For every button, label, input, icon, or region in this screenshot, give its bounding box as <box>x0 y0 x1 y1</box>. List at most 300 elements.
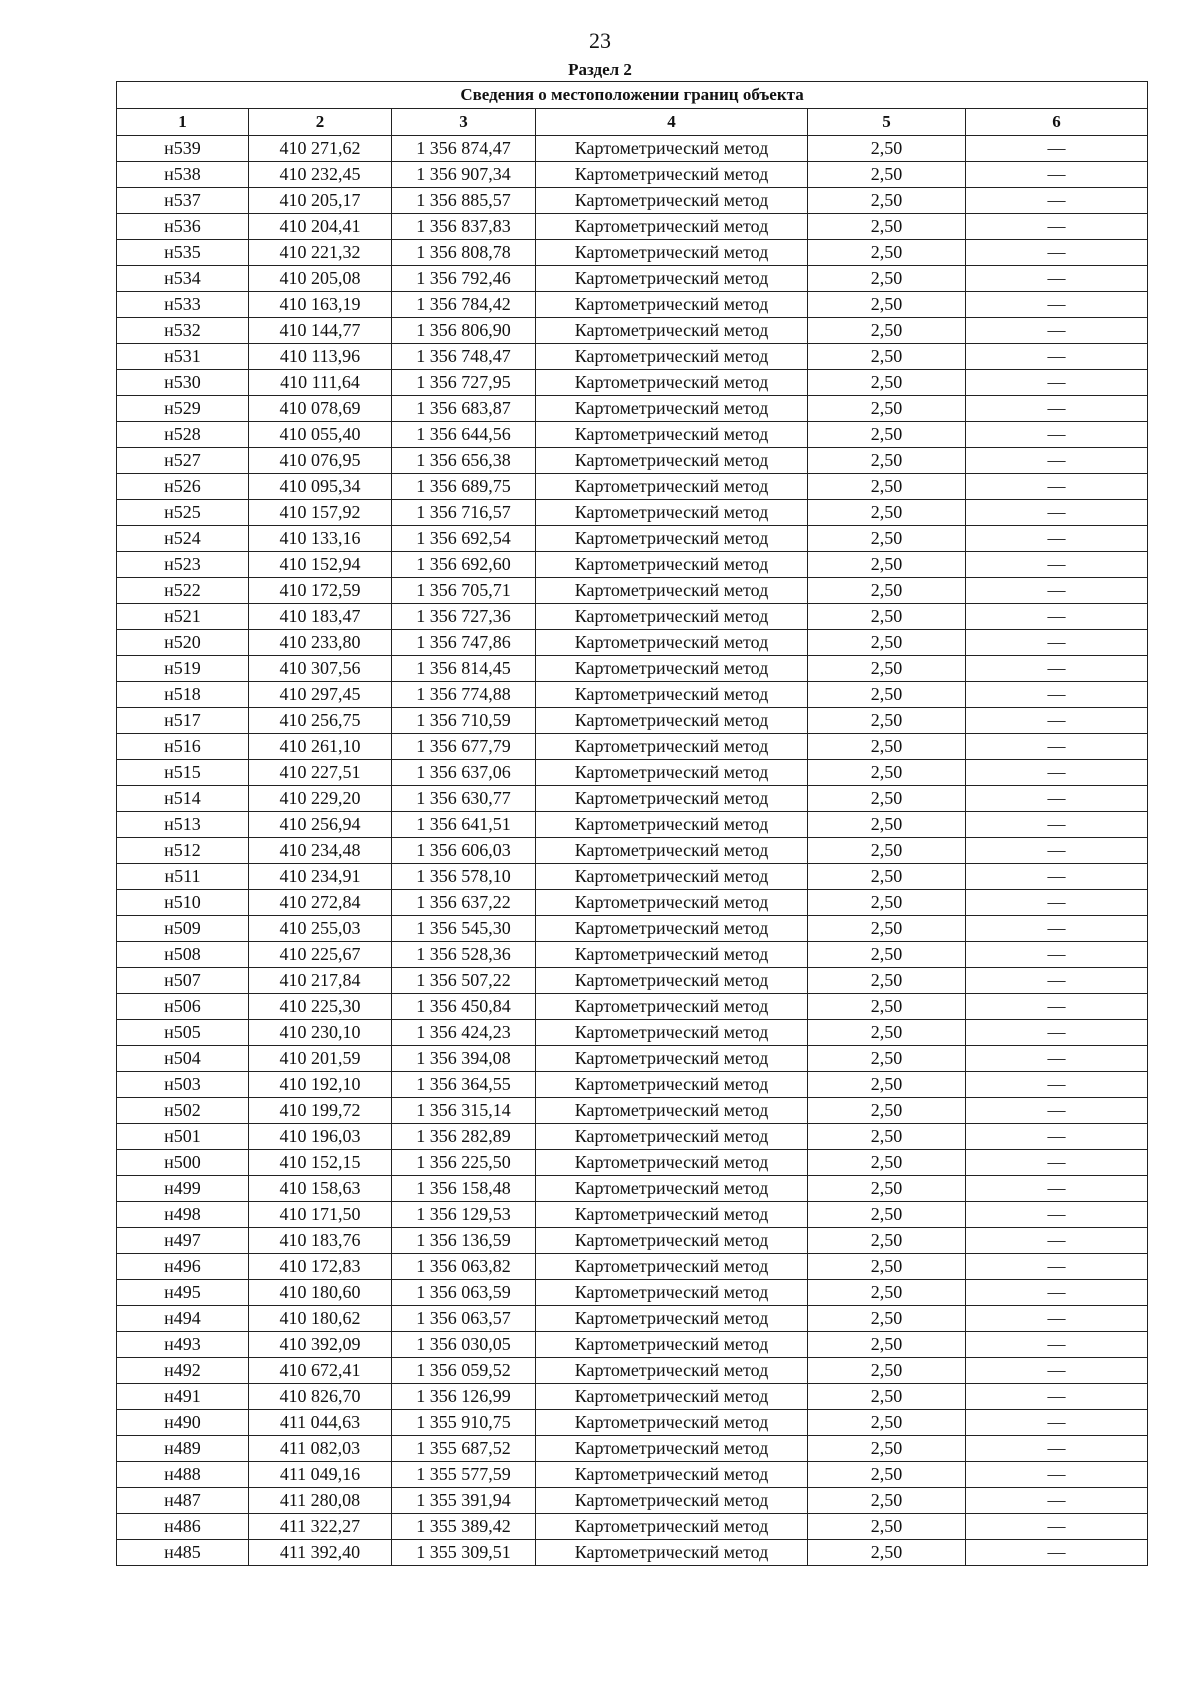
accuracy-cell: 2,50 <box>808 1254 966 1280</box>
point-number-cell: н539 <box>117 136 249 162</box>
method-cell: Картометрический метод <box>536 448 808 474</box>
accuracy-cell: 2,50 <box>808 370 966 396</box>
table-row <box>117 1462 1148 1488</box>
column-header: 4 <box>536 109 808 136</box>
x-coordinate-cell: 411 049,16 <box>249 1462 392 1488</box>
y-coordinate-cell: 1 356 225,50 <box>392 1150 536 1176</box>
description-cell: — <box>966 812 1148 838</box>
table-row <box>117 1280 1148 1306</box>
method-cell: Картометрический метод <box>536 136 808 162</box>
description-cell: — <box>966 1358 1148 1384</box>
accuracy-cell: 2,50 <box>808 1046 966 1072</box>
y-coordinate-cell: 1 356 792,46 <box>392 266 536 292</box>
description-cell: — <box>966 604 1148 630</box>
y-coordinate-cell: 1 356 747,86 <box>392 630 536 656</box>
table-row <box>117 1514 1148 1540</box>
table-row <box>117 1306 1148 1332</box>
description-cell: — <box>966 1072 1148 1098</box>
description-cell: — <box>966 942 1148 968</box>
x-coordinate-cell: 410 113,96 <box>249 344 392 370</box>
accuracy-cell: 2,50 <box>808 1176 966 1202</box>
point-number-cell: н491 <box>117 1384 249 1410</box>
x-coordinate-cell: 410 133,16 <box>249 526 392 552</box>
table-body <box>117 136 1148 1566</box>
method-cell: Картометрический метод <box>536 786 808 812</box>
table-row <box>117 448 1148 474</box>
accuracy-cell: 2,50 <box>808 1202 966 1228</box>
y-coordinate-cell: 1 356 394,08 <box>392 1046 536 1072</box>
accuracy-cell: 2,50 <box>808 1098 966 1124</box>
accuracy-cell: 2,50 <box>808 1540 966 1566</box>
y-coordinate-cell: 1 356 630,77 <box>392 786 536 812</box>
point-number-cell: н538 <box>117 162 249 188</box>
method-cell: Картометрический метод <box>536 240 808 266</box>
x-coordinate-cell: 410 230,10 <box>249 1020 392 1046</box>
x-coordinate-cell: 410 183,76 <box>249 1228 392 1254</box>
description-cell: — <box>966 214 1148 240</box>
point-number-cell: н498 <box>117 1202 249 1228</box>
table-row <box>117 1176 1148 1202</box>
table-row <box>117 1436 1148 1462</box>
description-cell: — <box>966 1046 1148 1072</box>
description-cell: — <box>966 1384 1148 1410</box>
accuracy-cell: 2,50 <box>808 786 966 812</box>
x-coordinate-cell: 410 232,45 <box>249 162 392 188</box>
method-cell: Картометрический метод <box>536 318 808 344</box>
method-cell: Картометрический метод <box>536 812 808 838</box>
table-row <box>117 422 1148 448</box>
table-row <box>117 1358 1148 1384</box>
method-cell: Картометрический метод <box>536 1098 808 1124</box>
method-cell: Картометрический метод <box>536 1410 808 1436</box>
y-coordinate-cell: 1 356 716,57 <box>392 500 536 526</box>
x-coordinate-cell: 410 307,56 <box>249 656 392 682</box>
y-coordinate-cell: 1 356 136,59 <box>392 1228 536 1254</box>
x-coordinate-cell: 410 196,03 <box>249 1124 392 1150</box>
accuracy-cell: 2,50 <box>808 1436 966 1462</box>
accuracy-cell: 2,50 <box>808 474 966 500</box>
point-number-cell: н535 <box>117 240 249 266</box>
description-cell: — <box>966 1540 1148 1566</box>
description-cell: — <box>966 916 1148 942</box>
x-coordinate-cell: 410 256,94 <box>249 812 392 838</box>
table-row <box>117 630 1148 656</box>
accuracy-cell: 2,50 <box>808 500 966 526</box>
accuracy-cell: 2,50 <box>808 760 966 786</box>
x-coordinate-cell: 411 322,27 <box>249 1514 392 1540</box>
table-row <box>117 1124 1148 1150</box>
method-cell: Картометрический метод <box>536 1462 808 1488</box>
y-coordinate-cell: 1 356 364,55 <box>392 1072 536 1098</box>
x-coordinate-cell: 410 076,95 <box>249 448 392 474</box>
x-coordinate-cell: 410 225,30 <box>249 994 392 1020</box>
table-row <box>117 136 1148 162</box>
description-cell: — <box>966 864 1148 890</box>
page-number: 23 <box>589 28 611 53</box>
accuracy-cell: 2,50 <box>808 630 966 656</box>
column-header: 6 <box>966 109 1148 136</box>
x-coordinate-cell: 410 180,62 <box>249 1306 392 1332</box>
y-coordinate-cell: 1 356 874,47 <box>392 136 536 162</box>
y-coordinate-cell: 1 355 577,59 <box>392 1462 536 1488</box>
method-cell: Картометрический метод <box>536 1150 808 1176</box>
point-number-cell: н502 <box>117 1098 249 1124</box>
accuracy-cell: 2,50 <box>808 1462 966 1488</box>
y-coordinate-cell: 1 356 063,82 <box>392 1254 536 1280</box>
description-cell: — <box>966 552 1148 578</box>
point-number-cell: н512 <box>117 838 249 864</box>
table-row <box>117 1228 1148 1254</box>
method-cell: Картометрический метод <box>536 1332 808 1358</box>
x-coordinate-cell: 410 183,47 <box>249 604 392 630</box>
method-cell: Картометрический метод <box>536 1124 808 1150</box>
method-cell: Картометрический метод <box>536 1046 808 1072</box>
table-row <box>117 682 1148 708</box>
point-number-cell: н509 <box>117 916 249 942</box>
point-number-cell: н524 <box>117 526 249 552</box>
table-row <box>117 214 1148 240</box>
table-row <box>117 526 1148 552</box>
accuracy-cell: 2,50 <box>808 734 966 760</box>
x-coordinate-cell: 410 158,63 <box>249 1176 392 1202</box>
accuracy-cell: 2,50 <box>808 344 966 370</box>
method-cell: Картометрический метод <box>536 292 808 318</box>
description-cell: — <box>966 786 1148 812</box>
table-row <box>117 604 1148 630</box>
table-row <box>117 1020 1148 1046</box>
accuracy-cell: 2,50 <box>808 162 966 188</box>
x-coordinate-cell: 410 256,75 <box>249 708 392 734</box>
table-row <box>117 760 1148 786</box>
point-number-cell: н486 <box>117 1514 249 1540</box>
x-coordinate-cell: 410 229,20 <box>249 786 392 812</box>
description-cell: — <box>966 734 1148 760</box>
method-cell: Картометрический метод <box>536 162 808 188</box>
description-cell: — <box>966 1280 1148 1306</box>
description-cell: — <box>966 188 1148 214</box>
column-header: 5 <box>808 109 966 136</box>
accuracy-cell: 2,50 <box>808 214 966 240</box>
y-coordinate-cell: 1 356 637,22 <box>392 890 536 916</box>
y-coordinate-cell: 1 356 578,10 <box>392 864 536 890</box>
description-cell: — <box>966 370 1148 396</box>
point-number-cell: н533 <box>117 292 249 318</box>
accuracy-cell: 2,50 <box>808 240 966 266</box>
y-coordinate-cell: 1 356 315,14 <box>392 1098 536 1124</box>
x-coordinate-cell: 410 217,84 <box>249 968 392 994</box>
accuracy-cell: 2,50 <box>808 968 966 994</box>
y-coordinate-cell: 1 355 309,51 <box>392 1540 536 1566</box>
point-number-cell: н536 <box>117 214 249 240</box>
x-coordinate-cell: 410 172,59 <box>249 578 392 604</box>
description-cell: — <box>966 292 1148 318</box>
accuracy-cell: 2,50 <box>808 1306 966 1332</box>
method-cell: Картометрический метод <box>536 344 808 370</box>
description-cell: — <box>966 1514 1148 1540</box>
y-coordinate-cell: 1 355 910,75 <box>392 1410 536 1436</box>
column-header: 1 <box>117 109 249 136</box>
description-cell: — <box>966 1228 1148 1254</box>
method-cell: Картометрический метод <box>536 942 808 968</box>
y-coordinate-cell: 1 356 806,90 <box>392 318 536 344</box>
point-number-cell: н532 <box>117 318 249 344</box>
y-coordinate-cell: 1 356 727,95 <box>392 370 536 396</box>
method-cell: Картометрический метод <box>536 370 808 396</box>
method-cell: Картометрический метод <box>536 1384 808 1410</box>
accuracy-cell: 2,50 <box>808 1280 966 1306</box>
table-row <box>117 396 1148 422</box>
description-cell: — <box>966 890 1148 916</box>
accuracy-cell: 2,50 <box>808 1228 966 1254</box>
table-row <box>117 1384 1148 1410</box>
point-number-cell: н529 <box>117 396 249 422</box>
y-coordinate-cell: 1 356 063,57 <box>392 1306 536 1332</box>
x-coordinate-cell: 410 255,03 <box>249 916 392 942</box>
x-coordinate-cell: 410 227,51 <box>249 760 392 786</box>
y-coordinate-cell: 1 356 727,36 <box>392 604 536 630</box>
accuracy-cell: 2,50 <box>808 1332 966 1358</box>
y-coordinate-cell: 1 356 885,57 <box>392 188 536 214</box>
point-number-cell: н492 <box>117 1358 249 1384</box>
method-cell: Картометрический метод <box>536 1254 808 1280</box>
description-cell: — <box>966 344 1148 370</box>
method-cell: Картометрический метод <box>536 1358 808 1384</box>
column-header: 3 <box>392 109 536 136</box>
point-number-cell: н534 <box>117 266 249 292</box>
description-cell: — <box>966 968 1148 994</box>
description-cell: — <box>966 318 1148 344</box>
x-coordinate-cell: 410 205,08 <box>249 266 392 292</box>
accuracy-cell: 2,50 <box>808 188 966 214</box>
table-row <box>117 734 1148 760</box>
x-coordinate-cell: 410 233,80 <box>249 630 392 656</box>
method-cell: Картометрический метод <box>536 890 808 916</box>
x-coordinate-cell: 410 261,10 <box>249 734 392 760</box>
method-cell: Картометрический метод <box>536 214 808 240</box>
method-cell: Картометрический метод <box>536 578 808 604</box>
table-row <box>117 968 1148 994</box>
y-coordinate-cell: 1 356 030,05 <box>392 1332 536 1358</box>
description-cell: — <box>966 1462 1148 1488</box>
description-cell: — <box>966 266 1148 292</box>
column-header: 2 <box>249 109 392 136</box>
table-row <box>117 708 1148 734</box>
table-row <box>117 292 1148 318</box>
accuracy-cell: 2,50 <box>808 1020 966 1046</box>
method-cell: Картометрический метод <box>536 474 808 500</box>
method-cell: Картометрический метод <box>536 682 808 708</box>
accuracy-cell: 2,50 <box>808 396 966 422</box>
table-row <box>117 1072 1148 1098</box>
boundary-coordinates-table <box>116 81 1148 1566</box>
description-cell: — <box>966 1488 1148 1514</box>
x-coordinate-cell: 410 163,19 <box>249 292 392 318</box>
accuracy-cell: 2,50 <box>808 1488 966 1514</box>
table-row <box>117 344 1148 370</box>
method-cell: Картометрический метод <box>536 500 808 526</box>
y-coordinate-cell: 1 356 126,99 <box>392 1384 536 1410</box>
description-cell: — <box>966 1098 1148 1124</box>
table-title: Сведения о местоположении границ объекта <box>117 82 1148 109</box>
method-cell: Картометрический метод <box>536 1514 808 1540</box>
table-row <box>117 942 1148 968</box>
table-row <box>117 994 1148 1020</box>
table-row <box>117 1254 1148 1280</box>
y-coordinate-cell: 1 355 391,94 <box>392 1488 536 1514</box>
method-cell: Картометрический метод <box>536 734 808 760</box>
x-coordinate-cell: 410 055,40 <box>249 422 392 448</box>
table-row <box>117 916 1148 942</box>
point-number-cell: н488 <box>117 1462 249 1488</box>
x-coordinate-cell: 410 199,72 <box>249 1098 392 1124</box>
x-coordinate-cell: 410 157,92 <box>249 500 392 526</box>
table-row <box>117 1332 1148 1358</box>
method-cell: Картометрический метод <box>536 1280 808 1306</box>
table-row <box>117 1098 1148 1124</box>
x-coordinate-cell: 410 221,32 <box>249 240 392 266</box>
point-number-cell: н505 <box>117 1020 249 1046</box>
y-coordinate-cell: 1 356 424,23 <box>392 1020 536 1046</box>
description-cell: — <box>966 1332 1148 1358</box>
x-coordinate-cell: 410 078,69 <box>249 396 392 422</box>
x-coordinate-cell: 410 205,17 <box>249 188 392 214</box>
x-coordinate-cell: 410 672,41 <box>249 1358 392 1384</box>
table-row <box>117 552 1148 578</box>
accuracy-cell: 2,50 <box>808 578 966 604</box>
table-row <box>117 474 1148 500</box>
y-coordinate-cell: 1 356 677,79 <box>392 734 536 760</box>
y-coordinate-cell: 1 356 507,22 <box>392 968 536 994</box>
accuracy-cell: 2,50 <box>808 292 966 318</box>
method-cell: Картометрический метод <box>536 864 808 890</box>
method-cell: Картометрический метод <box>536 552 808 578</box>
method-cell: Картометрический метод <box>536 760 808 786</box>
description-cell: — <box>966 994 1148 1020</box>
method-cell: Картометрический метод <box>536 1020 808 1046</box>
method-cell: Картометрический метод <box>536 396 808 422</box>
x-coordinate-cell: 410 192,10 <box>249 1072 392 1098</box>
x-coordinate-cell: 410 234,91 <box>249 864 392 890</box>
point-number-cell: н487 <box>117 1488 249 1514</box>
point-number-cell: н527 <box>117 448 249 474</box>
description-cell: — <box>966 760 1148 786</box>
accuracy-cell: 2,50 <box>808 1150 966 1176</box>
point-number-cell: н496 <box>117 1254 249 1280</box>
description-cell: — <box>966 682 1148 708</box>
y-coordinate-cell: 1 356 606,03 <box>392 838 536 864</box>
table-row <box>117 370 1148 396</box>
table-row <box>117 1150 1148 1176</box>
point-number-cell: н506 <box>117 994 249 1020</box>
y-coordinate-cell: 1 356 748,47 <box>392 344 536 370</box>
method-cell: Картометрический метод <box>536 1306 808 1332</box>
x-coordinate-cell: 410 172,83 <box>249 1254 392 1280</box>
y-coordinate-cell: 1 356 129,53 <box>392 1202 536 1228</box>
point-number-cell: н530 <box>117 370 249 396</box>
accuracy-cell: 2,50 <box>808 890 966 916</box>
method-cell: Картометрический метод <box>536 1176 808 1202</box>
y-coordinate-cell: 1 356 692,54 <box>392 526 536 552</box>
y-coordinate-cell: 1 356 059,52 <box>392 1358 536 1384</box>
x-coordinate-cell: 411 082,03 <box>249 1436 392 1462</box>
x-coordinate-cell: 410 095,34 <box>249 474 392 500</box>
method-cell: Картометрический метод <box>536 1436 808 1462</box>
point-number-cell: н503 <box>117 1072 249 1098</box>
description-cell: — <box>966 1202 1148 1228</box>
description-cell: — <box>966 136 1148 162</box>
description-cell: — <box>966 240 1148 266</box>
table-row <box>117 500 1148 526</box>
y-coordinate-cell: 1 356 814,45 <box>392 656 536 682</box>
point-number-cell: н504 <box>117 1046 249 1072</box>
method-cell: Картометрический метод <box>536 188 808 214</box>
x-coordinate-cell: 410 111,64 <box>249 370 392 396</box>
point-number-cell: н493 <box>117 1332 249 1358</box>
y-coordinate-cell: 1 356 644,56 <box>392 422 536 448</box>
table-row <box>117 838 1148 864</box>
x-coordinate-cell: 410 201,59 <box>249 1046 392 1072</box>
point-number-cell: н495 <box>117 1280 249 1306</box>
accuracy-cell: 2,50 <box>808 838 966 864</box>
accuracy-cell: 2,50 <box>808 526 966 552</box>
accuracy-cell: 2,50 <box>808 864 966 890</box>
description-cell: — <box>966 1306 1148 1332</box>
table-row <box>117 1410 1148 1436</box>
x-coordinate-cell: 410 171,50 <box>249 1202 392 1228</box>
point-number-cell: н526 <box>117 474 249 500</box>
description-cell: — <box>966 1150 1148 1176</box>
point-number-cell: н517 <box>117 708 249 734</box>
table-row <box>117 656 1148 682</box>
x-coordinate-cell: 410 826,70 <box>249 1384 392 1410</box>
y-coordinate-cell: 1 356 683,87 <box>392 396 536 422</box>
accuracy-cell: 2,50 <box>808 942 966 968</box>
method-cell: Картометрический метод <box>536 1488 808 1514</box>
point-number-cell: н516 <box>117 734 249 760</box>
x-coordinate-cell: 410 152,15 <box>249 1150 392 1176</box>
point-number-cell: н511 <box>117 864 249 890</box>
method-cell: Картометрический метод <box>536 994 808 1020</box>
description-cell: — <box>966 838 1148 864</box>
y-coordinate-cell: 1 356 705,71 <box>392 578 536 604</box>
accuracy-cell: 2,50 <box>808 318 966 344</box>
table-row <box>117 240 1148 266</box>
x-coordinate-cell: 410 272,84 <box>249 890 392 916</box>
point-number-cell: н528 <box>117 422 249 448</box>
point-number-cell: н497 <box>117 1228 249 1254</box>
y-coordinate-cell: 1 356 837,83 <box>392 214 536 240</box>
description-cell: — <box>966 1176 1148 1202</box>
method-cell: Картометрический метод <box>536 1540 808 1566</box>
method-cell: Картометрический метод <box>536 656 808 682</box>
y-coordinate-cell: 1 356 450,84 <box>392 994 536 1020</box>
x-coordinate-cell: 410 225,67 <box>249 942 392 968</box>
method-cell: Картометрический метод <box>536 968 808 994</box>
point-number-cell: н523 <box>117 552 249 578</box>
point-number-cell: н519 <box>117 656 249 682</box>
description-cell: — <box>966 1254 1148 1280</box>
accuracy-cell: 2,50 <box>808 136 966 162</box>
point-number-cell: н489 <box>117 1436 249 1462</box>
accuracy-cell: 2,50 <box>808 1410 966 1436</box>
y-coordinate-cell: 1 356 063,59 <box>392 1280 536 1306</box>
accuracy-cell: 2,50 <box>808 656 966 682</box>
point-number-cell: н522 <box>117 578 249 604</box>
description-cell: — <box>966 162 1148 188</box>
table-row <box>117 1488 1148 1514</box>
point-number-cell: н485 <box>117 1540 249 1566</box>
accuracy-cell: 2,50 <box>808 1384 966 1410</box>
